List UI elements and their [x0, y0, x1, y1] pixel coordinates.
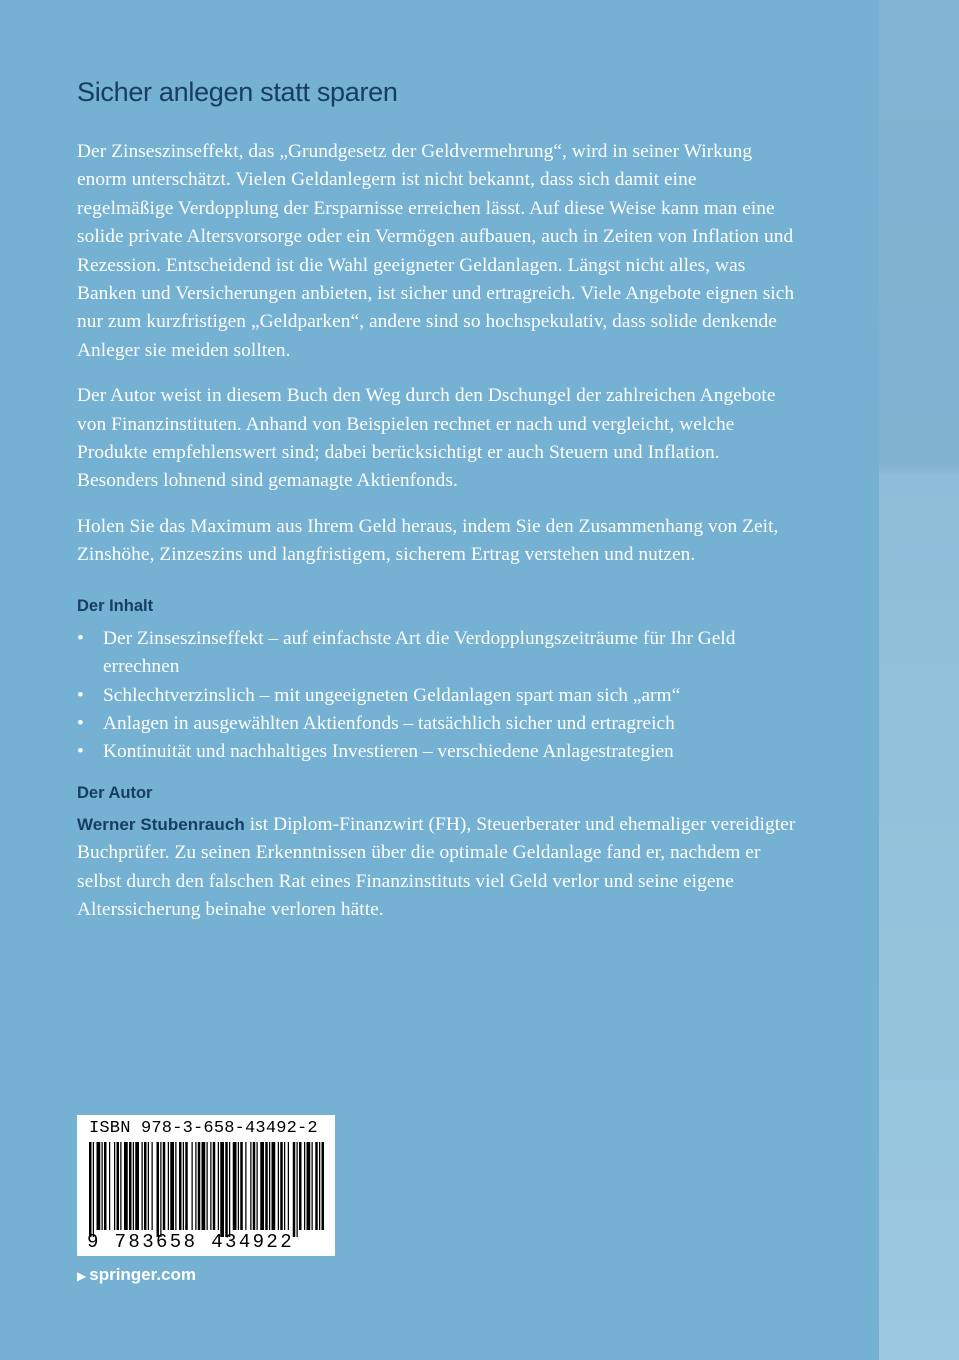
barcode-bar — [288, 1142, 289, 1230]
barcode-bar — [272, 1142, 276, 1230]
barcode-bar — [269, 1142, 270, 1230]
barcode-bar — [245, 1142, 246, 1230]
barcode-bar — [278, 1142, 279, 1230]
barcode-digits: 9 783658 434922 — [87, 1231, 295, 1253]
author-bio — [77, 811, 797, 925]
barcode-bar — [104, 1142, 107, 1230]
barcode-bar — [233, 1142, 237, 1230]
barcode-bar — [97, 1142, 101, 1230]
barcode-bar — [93, 1142, 94, 1237]
barcode-bar — [229, 1142, 230, 1237]
isbn-barcode — [77, 1115, 335, 1256]
list-item-text: Schlechtverzinslich – mit ungeeigneten Geldanlagen spart man sich „arm“ — [103, 684, 681, 706]
book-title: Sicher anlegen statt sparen — [77, 77, 398, 107]
barcode-bar — [299, 1142, 302, 1230]
barcode-bar — [260, 1142, 264, 1230]
spine-band — [879, 0, 959, 1360]
barcode-bar — [109, 1142, 110, 1230]
barcode-bar — [225, 1142, 228, 1237]
barcode-bar — [117, 1142, 120, 1230]
barcode-bar — [315, 1142, 318, 1230]
barcode-bar — [133, 1142, 134, 1230]
barcode-bar — [185, 1142, 188, 1230]
barcode-bar — [148, 1142, 149, 1230]
author-heading: Der Autor — [77, 783, 153, 802]
barcode-bar — [202, 1142, 206, 1230]
barcode-bar — [102, 1142, 103, 1230]
guide-paragraph: Der Autor weist in diesem Buch den Weg durch den Dschungel der zahlreichen Angebote von Finanzinstituten. Anhand von Beispielen rechnet er nach und vergleicht, welche Produkte empfehlenswert sind; dabei berücksichtigt er auch Steuern und Inflation. Besonders lohnend sind gemanagte Aktienfonds. — [77, 385, 776, 492]
barcode-bar — [304, 1142, 305, 1230]
barcode-bar — [124, 1142, 128, 1230]
list-item-text: Der Zinseszinseffekt – auf einfachste Art die Verdopplungszeiträume für Ihr Geld errechnen — [103, 627, 736, 678]
list-item — [77, 710, 797, 738]
barcode-bar — [253, 1142, 256, 1230]
barcode-bar — [307, 1142, 311, 1230]
barcode-bar — [114, 1142, 115, 1230]
publisher-url: springer.com — [89, 1265, 196, 1284]
barcode-bar — [280, 1142, 283, 1230]
list-item — [77, 625, 797, 682]
list-item — [77, 738, 797, 766]
bullet-icon: • — [77, 627, 84, 649]
barcode-bar — [168, 1142, 169, 1230]
barcode-bar — [192, 1142, 193, 1230]
bullet-icon: • — [77, 712, 84, 734]
barcode-bar — [322, 1142, 325, 1230]
author-bio-text: ist Diplom-Finanzwirt (FH), Steuerberater und ehemaliger vereidigter Buchprüfer. Zu seinen Erkenntnissen über die optimale Geldanlage fand er, nachdem er selbst durch den falschen Rat eines Finanzinstituts viel Geld verlor und seine eigene Alterssicherung beinahe verloren hätte. — [77, 813, 796, 920]
barcode-bar — [89, 1142, 92, 1237]
author-name: Werner Stubenrauch — [77, 814, 245, 834]
barcode-bar — [183, 1142, 184, 1230]
barcode-bar — [250, 1142, 251, 1230]
contents-heading: Der Inhalt — [77, 596, 154, 615]
barcode-bar — [157, 1142, 160, 1237]
bullet-icon: • — [77, 684, 84, 706]
barcode-bar — [210, 1142, 211, 1230]
barcode-bar — [152, 1142, 153, 1230]
isbn-label: ISBN 978-3-658-43492-2 — [89, 1119, 318, 1138]
barcode-bar — [319, 1142, 320, 1230]
barcode-bar — [312, 1142, 313, 1230]
list-item-text: Kontinuität und nachhaltiges Investieren – verschiedene Anlagestrategien — [103, 741, 674, 763]
barcode-bar — [213, 1142, 216, 1230]
barcode-bar — [207, 1142, 208, 1230]
barcode-bar — [297, 1142, 298, 1237]
barcode-bar — [218, 1142, 219, 1230]
barcode-bar — [179, 1142, 182, 1230]
barcode-bar — [238, 1142, 239, 1230]
barcode-bar — [220, 1142, 224, 1237]
barcode-bar — [120, 1142, 121, 1230]
barcode-bar — [160, 1142, 161, 1237]
back-cover-text — [77, 72, 797, 924]
barcode-bar — [144, 1142, 147, 1230]
barcode-bar — [142, 1142, 143, 1230]
barcode-bar — [265, 1142, 268, 1230]
barcode-bar — [284, 1142, 285, 1230]
barcode-bar — [129, 1142, 132, 1230]
barcode-bar — [175, 1142, 176, 1230]
contents-list — [77, 625, 797, 767]
call-to-action-paragraph: Holen Sie das Maximum aus Ihrem Geld heraus, indem Sie den Zusammenhang von Zeit, Zinshöhe, Zinzeszins und langfristigem, sicherem Ertrag verstehen und nutzen. — [77, 515, 779, 566]
barcode-bar — [135, 1142, 139, 1230]
barcode-bar — [240, 1142, 243, 1230]
list-item — [77, 682, 797, 710]
arrow-right-icon: ▶ — [77, 1269, 87, 1283]
barcode-bar — [293, 1142, 296, 1237]
list-item-text: Anlagen in ausgewählten Aktienfonds – tatsächlich sicher und ertragreich — [103, 712, 675, 734]
barcode-bar — [163, 1142, 166, 1230]
bullet-icon: • — [77, 741, 84, 763]
barcode-bar — [195, 1142, 196, 1230]
barcode-bar — [170, 1142, 174, 1230]
intro-paragraph: Der Zinseszinseffekt, das „Grundgesetz der Geldvermehrung“, wird in seiner Wirkung enorm unterschätzt. Vielen Geldanlegern ist nicht bekannt, dass sich damit eine regelmäßige Verdopplung der Ersparnisse erreichen lässt. Auf diese Weise kann man eine solide private Altersvorsorge oder ein Vermögen aufbauen, auch in Zeiten von Inflation und Rezession. Entscheidend ist die Wahl geeigneter Geldanlagen. Längst nicht alles, was Banken und Versicherungen anbieten, ist sicher und ertragreich. Viele Angebote eignen sich nur zum kurzfristigen „Geldparken“, andere sind so hochspekulativ, dass solide denkende Anleger sie meiden sollten. — [77, 141, 795, 361]
barcode-bar — [257, 1142, 258, 1230]
barcode-bar — [198, 1142, 201, 1230]
publisher-link[interactable] — [77, 1265, 196, 1285]
